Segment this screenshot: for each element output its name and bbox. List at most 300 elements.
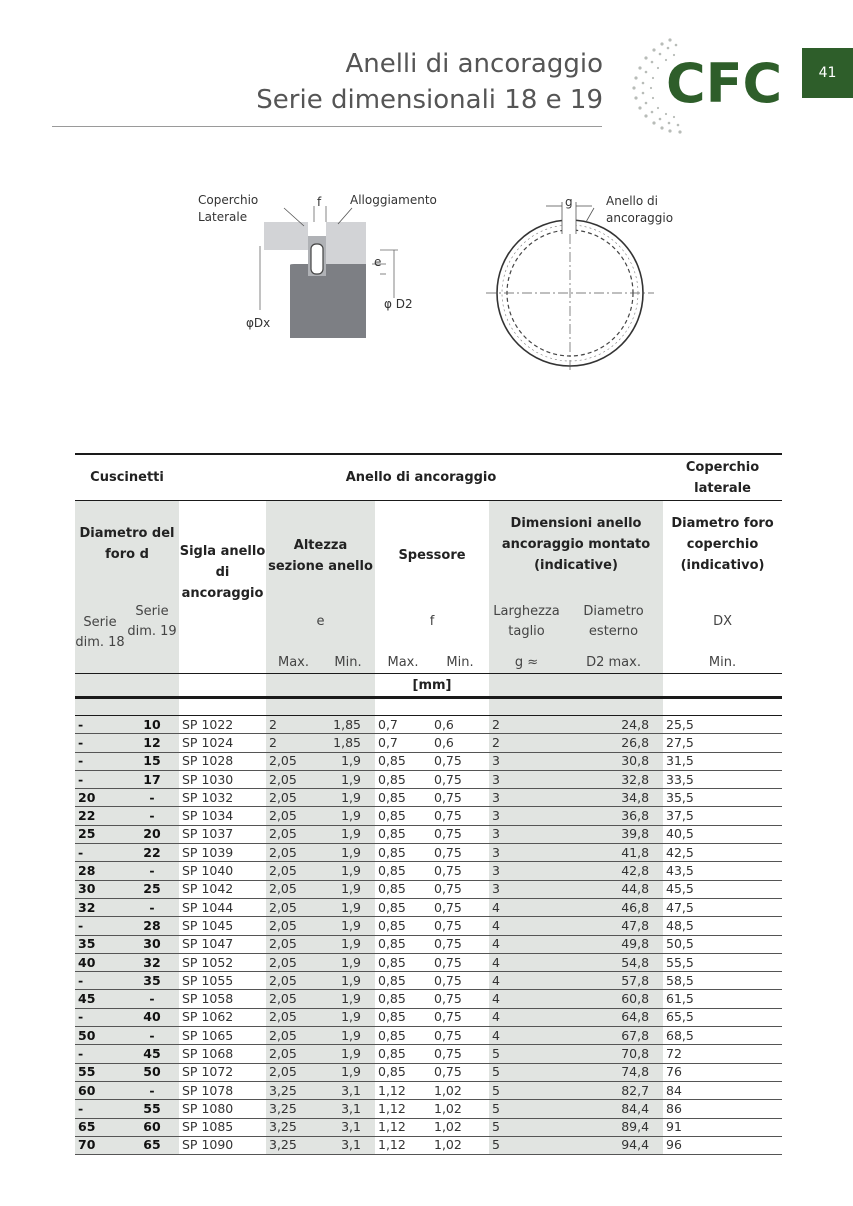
cell-serie18: - [75, 1100, 125, 1118]
cell-serie18: - [75, 770, 125, 788]
table-row [75, 935, 782, 953]
cell-dx-min: 91 [663, 1118, 782, 1136]
cell-serie18: 32 [75, 898, 125, 916]
cell-e-max: 2,05 [266, 807, 321, 825]
cell-f-min: 0,75 [431, 844, 489, 862]
cell-serie18: 55 [75, 1063, 125, 1081]
sub-f: f [429, 614, 435, 629]
cell-f-min: 0,75 [431, 862, 489, 880]
cell-f-min: 1,02 [431, 1118, 489, 1136]
cell-e-min: 1,9 [321, 862, 375, 880]
table-row [75, 990, 782, 1008]
cell-f-max: 1,12 [375, 1081, 431, 1099]
cell-f-max: 0,85 [375, 917, 431, 935]
cell-dx-min: 40,5 [663, 825, 782, 843]
cell-e-min: 1,9 [321, 880, 375, 898]
cell-serie18: 65 [75, 1118, 125, 1136]
cell-serie19: - [125, 1081, 179, 1099]
sub-dx: DX [713, 614, 732, 629]
cell-d2max: 64,8 [564, 1008, 663, 1026]
group-header-row [75, 454, 782, 501]
cell-serie19: 20 [125, 825, 179, 843]
cell-e-max: 2,05 [266, 1063, 321, 1081]
cell-e-min: 1,9 [321, 844, 375, 862]
cell-d2max: 54,8 [564, 953, 663, 971]
cell-e-min: 1,9 [321, 917, 375, 935]
cell-e-max: 2,05 [266, 752, 321, 770]
cell-sigla: SP 1085 [179, 1118, 266, 1136]
units-label: [mm] [375, 674, 489, 698]
cell-dx-min: 33,5 [663, 770, 782, 788]
sub-serie18: Serie dim. 18 [75, 591, 125, 653]
cell-d2max: 67,8 [564, 1027, 663, 1045]
group-cuscinetti: Cuscinetti [75, 454, 179, 501]
header-sigla: Sigla anello di ancoraggio [179, 544, 266, 601]
label-g: g [565, 195, 573, 209]
cell-e-max: 2,05 [266, 825, 321, 843]
cell-serie18: 40 [75, 953, 125, 971]
cell-e-max: 2,05 [266, 844, 321, 862]
technical-diagram [180, 180, 700, 380]
cfc-logo [614, 30, 794, 140]
cell-serie19: 65 [125, 1136, 179, 1154]
cell-e-min: 1,9 [321, 1045, 375, 1063]
cell-serie18: 28 [75, 862, 125, 880]
cell-g: 4 [489, 917, 564, 935]
cell-d2max: 42,8 [564, 862, 663, 880]
cell-serie19: 40 [125, 1008, 179, 1026]
cell-serie18: 20 [75, 789, 125, 807]
cell-f-min: 0,6 [431, 716, 489, 734]
table-row [75, 1136, 782, 1154]
table-row [75, 825, 782, 843]
cell-serie18: - [75, 1045, 125, 1063]
cell-f-min: 0,75 [431, 880, 489, 898]
table-row [75, 862, 782, 880]
cell-f-max: 0,85 [375, 972, 431, 990]
cell-serie18: 22 [75, 807, 125, 825]
cell-serie19: 12 [125, 734, 179, 752]
table-row [75, 880, 782, 898]
cell-serie19: 45 [125, 1045, 179, 1063]
cell-serie19: - [125, 789, 179, 807]
cell-f-max: 0,85 [375, 953, 431, 971]
cell-serie18: 35 [75, 935, 125, 953]
cell-serie18: 50 [75, 1027, 125, 1045]
title-line-2: Serie dimensionali 18 e 19 [256, 85, 603, 115]
cell-dx-min: 76 [663, 1063, 782, 1081]
cell-dx-min: 58,5 [663, 972, 782, 990]
sub-d2max: D2 max. [564, 653, 663, 674]
cell-e-max: 2,05 [266, 862, 321, 880]
cell-sigla: SP 1024 [179, 734, 266, 752]
cell-sigla: SP 1032 [179, 789, 266, 807]
cell-f-max: 0,85 [375, 990, 431, 1008]
cell-g: 4 [489, 1008, 564, 1026]
cell-f-max: 0,85 [375, 1063, 431, 1081]
cell-serie18: - [75, 716, 125, 734]
cell-serie19: 50 [125, 1063, 179, 1081]
label-coperchio-2: Laterale [198, 210, 248, 224]
cell-d2max: 57,8 [564, 972, 663, 990]
table-body [75, 716, 782, 1155]
cell-g: 4 [489, 935, 564, 953]
label-anello-2: ancoraggio [606, 211, 674, 225]
cell-e-max: 2,05 [266, 972, 321, 990]
table-row [75, 972, 782, 990]
cell-f-min: 0,75 [431, 935, 489, 953]
sub-dx-min: Min. [708, 655, 737, 670]
cell-dx-min: 96 [663, 1136, 782, 1154]
label-e: e [374, 255, 382, 269]
cell-e-min: 3,1 [321, 1100, 375, 1118]
cell-d2max: 89,4 [564, 1118, 663, 1136]
cell-dx-min: 50,5 [663, 935, 782, 953]
column-header-row [75, 501, 782, 591]
cell-serie18: 70 [75, 1136, 125, 1154]
label-dx: φDx [246, 316, 271, 330]
label-f: f [317, 195, 322, 209]
limits-row [75, 653, 782, 674]
cell-e-min: 1,9 [321, 807, 375, 825]
cell-g: 4 [489, 953, 564, 971]
sub-spessore-max: Max. [387, 655, 419, 670]
cell-e-max: 2,05 [266, 1045, 321, 1063]
cell-d2max: 49,8 [564, 935, 663, 953]
cell-f-max: 0,85 [375, 1008, 431, 1026]
cell-e-min: 3,1 [321, 1136, 375, 1154]
label-d2: φ D2 [384, 297, 413, 311]
cell-g: 3 [489, 770, 564, 788]
table-row [75, 898, 782, 916]
cell-serie19: 17 [125, 770, 179, 788]
table-row [75, 807, 782, 825]
cell-f-max: 1,12 [375, 1100, 431, 1118]
cell-d2max: 60,8 [564, 990, 663, 1008]
sub-diametro-esterno: Diametro esterno [564, 591, 663, 653]
cell-dx-min: 84 [663, 1081, 782, 1099]
cell-e-min: 1,9 [321, 1027, 375, 1045]
cell-g: 3 [489, 807, 564, 825]
cell-serie19: 28 [125, 917, 179, 935]
ring-profile [311, 244, 323, 274]
cell-d2max: 34,8 [564, 789, 663, 807]
cell-e-max: 2,05 [266, 935, 321, 953]
cell-serie19: 10 [125, 716, 179, 734]
cell-g: 4 [489, 1027, 564, 1045]
cell-d2max: 74,8 [564, 1063, 663, 1081]
table-row [75, 1100, 782, 1118]
cell-f-min: 0,75 [431, 990, 489, 1008]
cell-e-max: 2,05 [266, 990, 321, 1008]
cell-e-min: 1,9 [321, 789, 375, 807]
cell-serie19: - [125, 990, 179, 1008]
cell-f-max: 0,85 [375, 752, 431, 770]
cell-d2max: 94,4 [564, 1136, 663, 1154]
cell-serie19: 25 [125, 880, 179, 898]
housing-section-dark [290, 264, 366, 338]
cell-e-max: 2,05 [266, 770, 321, 788]
cell-sigla: SP 1030 [179, 770, 266, 788]
cell-dx-min: 48,5 [663, 917, 782, 935]
cell-f-max: 0,7 [375, 716, 431, 734]
cell-sigla: SP 1072 [179, 1063, 266, 1081]
cell-e-min: 1,85 [321, 716, 375, 734]
cell-dx-min: 27,5 [663, 734, 782, 752]
cell-serie18: - [75, 734, 125, 752]
cell-e-max: 3,25 [266, 1100, 321, 1118]
cell-dx-min: 65,5 [663, 1008, 782, 1026]
cell-g: 5 [489, 1136, 564, 1154]
cell-sigla: SP 1065 [179, 1027, 266, 1045]
cell-d2max: 82,7 [564, 1081, 663, 1099]
cell-e-max: 2,05 [266, 1027, 321, 1045]
cell-g: 5 [489, 1118, 564, 1136]
table-row [75, 953, 782, 971]
cell-f-max: 0,85 [375, 770, 431, 788]
cell-g: 3 [489, 844, 564, 862]
cell-serie19: - [125, 898, 179, 916]
cell-serie19: 30 [125, 935, 179, 953]
cell-e-min: 3,1 [321, 1118, 375, 1136]
cell-sigla: SP 1090 [179, 1136, 266, 1154]
cell-dx-min: 37,5 [663, 807, 782, 825]
cell-f-min: 0,75 [431, 917, 489, 935]
cell-e-max: 3,25 [266, 1081, 321, 1099]
sub-e: e [266, 591, 375, 653]
cell-serie19: - [125, 1027, 179, 1045]
cell-e-max: 2 [266, 734, 321, 752]
anchoring-ring-table [75, 453, 782, 1155]
cell-serie18: - [75, 1008, 125, 1026]
cell-f-min: 0,75 [431, 1063, 489, 1081]
cell-e-max: 2,05 [266, 953, 321, 971]
cell-f-max: 1,12 [375, 1136, 431, 1154]
header-dimensioni: Dimensioni anello ancoraggio montato (indicative) [489, 501, 663, 591]
cell-sigla: SP 1028 [179, 752, 266, 770]
label-coperchio-1: Coperchio [198, 193, 259, 207]
cell-e-max: 2 [266, 716, 321, 734]
group-coperchio: Coperchio laterale [663, 454, 782, 501]
table-row [75, 734, 782, 752]
cell-f-max: 0,85 [375, 1027, 431, 1045]
cell-e-max: 2,05 [266, 789, 321, 807]
sub-altezza-max: Max. [266, 653, 321, 674]
cell-dx-min: 55,5 [663, 953, 782, 971]
cell-sigla: SP 1044 [179, 898, 266, 916]
table-row [75, 1118, 782, 1136]
table-row [75, 1045, 782, 1063]
cell-f-min: 0,75 [431, 953, 489, 971]
cell-g: 5 [489, 1063, 564, 1081]
cell-serie18: - [75, 752, 125, 770]
cell-e-min: 1,9 [321, 825, 375, 843]
cell-sigla: SP 1080 [179, 1100, 266, 1118]
cell-f-max: 0,85 [375, 789, 431, 807]
cell-f-min: 0,75 [431, 789, 489, 807]
cell-f-min: 1,02 [431, 1136, 489, 1154]
cell-sigla: SP 1062 [179, 1008, 266, 1026]
cell-serie18: 25 [75, 825, 125, 843]
cell-e-min: 3,1 [321, 1081, 375, 1099]
header-diametro: Diametro del foro d [75, 501, 179, 591]
cell-serie19: 32 [125, 953, 179, 971]
cell-f-min: 0,75 [431, 972, 489, 990]
cell-f-max: 0,85 [375, 1045, 431, 1063]
table-row [75, 1081, 782, 1099]
cell-f-min: 0,75 [431, 1008, 489, 1026]
units-row [75, 674, 782, 698]
cell-e-max: 3,25 [266, 1118, 321, 1136]
cell-serie19: 60 [125, 1118, 179, 1136]
cell-f-max: 0,7 [375, 734, 431, 752]
cell-dx-min: 31,5 [663, 752, 782, 770]
cell-e-min: 1,9 [321, 770, 375, 788]
cell-e-min: 1,9 [321, 972, 375, 990]
cell-sigla: SP 1034 [179, 807, 266, 825]
cell-serie19: 35 [125, 972, 179, 990]
cell-f-min: 1,02 [431, 1100, 489, 1118]
cell-e-min: 1,9 [321, 935, 375, 953]
cell-g: 4 [489, 898, 564, 916]
cell-g: 5 [489, 1081, 564, 1099]
cell-f-min: 0,75 [431, 898, 489, 916]
cell-e-min: 1,9 [321, 990, 375, 1008]
cell-dx-min: 61,5 [663, 990, 782, 1008]
sub-altezza-min: Min. [321, 653, 375, 674]
table-row [75, 716, 782, 734]
cell-d2max: 44,8 [564, 880, 663, 898]
cell-dx-min: 86 [663, 1100, 782, 1118]
cell-e-min: 1,85 [321, 734, 375, 752]
cell-e-min: 1,9 [321, 1008, 375, 1026]
cell-e-min: 1,9 [321, 752, 375, 770]
cell-d2max: 30,8 [564, 752, 663, 770]
cell-f-max: 0,85 [375, 825, 431, 843]
cell-e-min: 1,9 [321, 898, 375, 916]
title-divider [52, 126, 602, 127]
cell-d2max: 32,8 [564, 770, 663, 788]
cell-f-max: 0,85 [375, 807, 431, 825]
cell-serie18: - [75, 844, 125, 862]
cell-sigla: SP 1045 [179, 917, 266, 935]
cell-g: 4 [489, 972, 564, 990]
table-row [75, 1027, 782, 1045]
cell-serie19: 15 [125, 752, 179, 770]
table-row [75, 752, 782, 770]
header-altezza: Altezza sezione anello [266, 501, 375, 591]
sub-spessore-min: Min. [446, 655, 474, 670]
sub-larghezza: Larghezza taglio [489, 591, 564, 653]
cell-dx-min: 35,5 [663, 789, 782, 807]
cell-serie18: 60 [75, 1081, 125, 1099]
cell-sigla: SP 1078 [179, 1081, 266, 1099]
cover-section-light [264, 222, 308, 250]
label-anello-1: Anello di [606, 194, 658, 208]
cell-f-max: 0,85 [375, 862, 431, 880]
cell-g: 3 [489, 862, 564, 880]
cell-e-max: 3,25 [266, 1136, 321, 1154]
header-diametro-foro: Diametro foro coperchio (indicativo) [671, 516, 774, 573]
cell-f-max: 1,12 [375, 1118, 431, 1136]
group-anello: Anello di ancoraggio [179, 454, 663, 501]
cell-dx-min: 42,5 [663, 844, 782, 862]
cell-d2max: 24,8 [564, 716, 663, 734]
cell-dx-min: 43,5 [663, 862, 782, 880]
header-spessore: Spessore [398, 548, 466, 563]
cell-g: 3 [489, 825, 564, 843]
cell-e-max: 2,05 [266, 1008, 321, 1026]
cell-serie18: - [75, 972, 125, 990]
cell-serie19: - [125, 862, 179, 880]
cell-d2max: 46,8 [564, 898, 663, 916]
table-row [75, 1063, 782, 1081]
sub-serie19: Serie dim. 19 [125, 591, 179, 653]
table-row [75, 770, 782, 788]
cell-serie19: - [125, 807, 179, 825]
cell-serie18: 30 [75, 880, 125, 898]
cell-f-max: 0,85 [375, 880, 431, 898]
cell-d2max: 41,8 [564, 844, 663, 862]
cell-e-max: 2,05 [266, 898, 321, 916]
cell-f-min: 0,75 [431, 1027, 489, 1045]
cell-sigla: SP 1022 [179, 716, 266, 734]
page-number: 41 [802, 48, 853, 98]
cell-d2max: 84,4 [564, 1100, 663, 1118]
cell-e-min: 1,9 [321, 1063, 375, 1081]
cell-e-max: 2,05 [266, 917, 321, 935]
cell-e-max: 2,05 [266, 880, 321, 898]
label-alloggiamento: Alloggiamento [350, 193, 437, 207]
cell-g: 2 [489, 716, 564, 734]
cell-d2max: 70,8 [564, 1045, 663, 1063]
cell-dx-min: 47,5 [663, 898, 782, 916]
table-row [75, 1008, 782, 1026]
cell-sigla: SP 1052 [179, 953, 266, 971]
cell-d2max: 47,8 [564, 917, 663, 935]
cell-f-max: 0,85 [375, 898, 431, 916]
housing-section-light [326, 222, 366, 266]
cell-dx-min: 25,5 [663, 716, 782, 734]
cell-sigla: SP 1047 [179, 935, 266, 953]
logo-text: CFC [666, 52, 783, 115]
cell-f-min: 0,75 [431, 752, 489, 770]
cell-f-min: 1,02 [431, 1081, 489, 1099]
cell-d2max: 39,8 [564, 825, 663, 843]
cell-sigla: SP 1055 [179, 972, 266, 990]
cell-d2max: 36,8 [564, 807, 663, 825]
cell-e-min: 1,9 [321, 953, 375, 971]
cell-dx-min: 72 [663, 1045, 782, 1063]
cell-g: 3 [489, 752, 564, 770]
cell-g: 2 [489, 734, 564, 752]
cell-g: 5 [489, 1100, 564, 1118]
cell-sigla: SP 1039 [179, 844, 266, 862]
cell-g: 5 [489, 1045, 564, 1063]
table-row [75, 844, 782, 862]
cell-g: 3 [489, 880, 564, 898]
cell-f-max: 0,85 [375, 935, 431, 953]
table-row [75, 917, 782, 935]
cell-sigla: SP 1068 [179, 1045, 266, 1063]
cell-f-max: 0,85 [375, 844, 431, 862]
cell-g: 4 [489, 990, 564, 1008]
cell-serie18: 45 [75, 990, 125, 1008]
cell-sigla: SP 1037 [179, 825, 266, 843]
cell-f-min: 0,75 [431, 807, 489, 825]
cell-dx-min: 68,5 [663, 1027, 782, 1045]
cell-serie18: - [75, 917, 125, 935]
